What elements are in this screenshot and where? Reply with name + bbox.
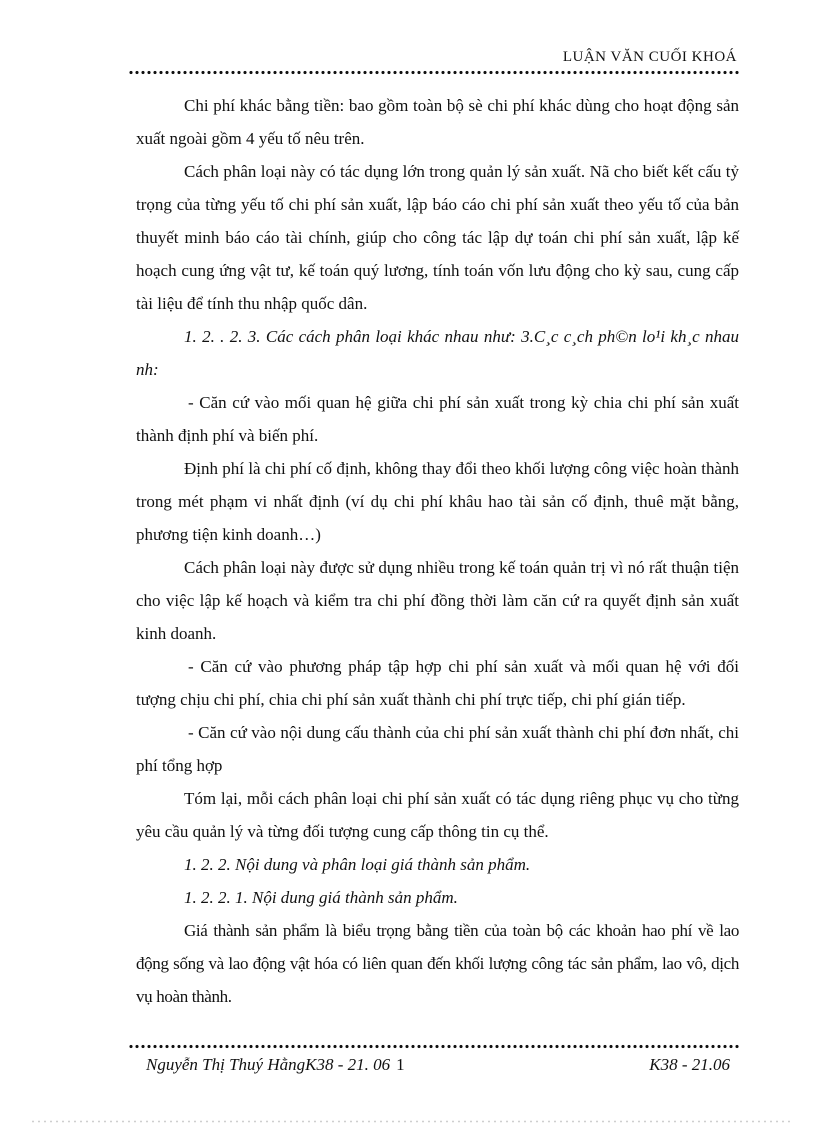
section-heading-1-2-2-3: 1. 2. . 2. 3. Các cách phân loại khác nhau như: 3.C¸c c¸ch ph©n lo¹i kh¸c nhau nh: xyxy=(136,327,739,379)
paragraph-fixed-costs: Định phí là chi phí cố định, không thay đổi theo khối lượng công việc hoàn thành trong mét phạm vi nhất định (ví dụ chi phí khâu hao tài sản cố định, thuê mặt bằng, phương tiện kinh doanh…) xyxy=(136,459,739,544)
section-heading-1-2-2: 1. 2. 2. Nội dung và phân loại giá thành sản phẩm. xyxy=(184,855,531,874)
bullet-direct-indirect-costs: - Căn cứ vào phương pháp tập hợp chi phí sản xuất và mối quan hệ với đối tượng chịu chi phí, chia chi phí sản xuất thành chi phí trực tiếp, chi phí gián tiếp. xyxy=(136,657,739,709)
paragraph-management-accounting: Cách phân loại này được sử dụng nhiều trong kế toán quản trị vì nó rất thuận tiện cho việc lập kế hoạch và kiểm tra chi phí đồng thời làm căn cứ ra quyết định sản xuất kinh doanh. xyxy=(136,558,739,643)
paragraph-classification-purpose: Cách phân loại này có tác dụng lớn trong quản lý sản xuất. Nã cho biết kết cấu tỷ trọng của từng yếu tố chi phí sản xuất, lập báo cáo chi phí sản xuất theo yếu tố của bản thuyết minh báo cáo tài chính, giúp cho công tác lập dự toán chi phí sản xuất, lập kế hoạch cung ứng vật tư, kế toán quý lương, tính toán vốn lưu động cho kỳ sau, cung cấp tài liệu để tính thu nhập quốc dân. xyxy=(136,162,739,313)
section-heading-1-2-2-1: 1. 2. 2. 1. Nội dung giá thành sản phẩm. xyxy=(184,888,458,907)
header-dotted-rule xyxy=(128,70,740,75)
document-header-title: LUẬN VĂN CUỐI KHOÁ xyxy=(562,49,737,65)
paragraph-product-cost-definition: Giá thành sản phẩm là biểu trọng bằng tiền của toàn bộ các khoản hao phí về lao động sống và lao động vật hóa có liên quan đến khối lượng công tác sản phẩm, lao vô, dịch vụ hoàn thành. xyxy=(136,921,739,1006)
paragraph-summary: Tóm lại, mỗi cách phân loại chi phí sản xuất có tác dụng riêng phục vụ cho từng yêu cầu quản lý và từng đối tượng cung cấp thông tin cụ thể. xyxy=(136,789,739,841)
paragraph-other-cash-costs: Chi phí khác bằng tiền: bao gồm toàn bộ sè chi phí khác dùng cho hoạt động sản xuất ngoài gồm 4 yếu tố nêu trên. xyxy=(136,96,739,148)
document-body xyxy=(136,89,739,1013)
footer-dotted-rule xyxy=(128,1044,740,1049)
bullet-single-composite-costs: - Căn cứ vào nội dung cấu thành của chi phí sản xuất thành chi phí đơn nhất, chi phí tổng hợp xyxy=(136,723,739,775)
bullet-fixed-variable-costs: - Căn cứ vào mối quan hệ giữa chi phí sản xuất trong kỳ chia chi phí sản xuất thành định phí và biến phí. xyxy=(136,393,739,445)
page-number: 1 xyxy=(396,1055,405,1074)
footer-author-line xyxy=(146,1055,405,1075)
footer-author: Nguyễn Thị Thuý HằngK38 - 21. 06 xyxy=(146,1055,391,1074)
footer-class-code: K38 - 21.06 xyxy=(649,1055,730,1074)
